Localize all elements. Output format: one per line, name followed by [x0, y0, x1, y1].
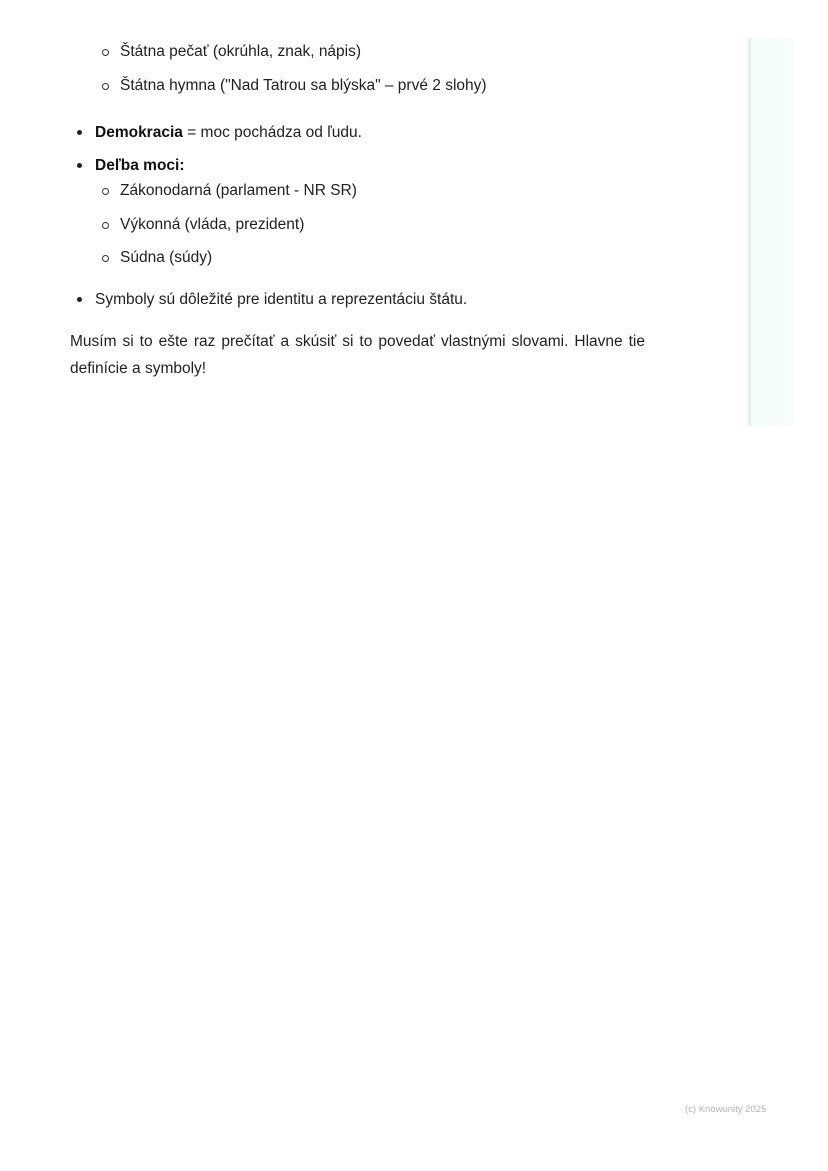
side-panel [748, 38, 793, 426]
term: Demokracia [95, 124, 183, 141]
list-item [70, 38, 645, 72]
term: Deľba moci: [95, 157, 185, 174]
list-item [70, 72, 645, 106]
main-bullet-list [70, 119, 645, 314]
list-item-text: Symboly sú dôležité pre identitu a reprezentáciu štátu. [95, 290, 468, 308]
list-item-text: Súdna (súdy) [120, 249, 213, 266]
list-item-delba-moci [70, 152, 645, 278]
list-item-text: Štátna pečať (okrúhla, znak, nápis) [120, 43, 362, 60]
closing-note: Musím si to ešte raz prečítať a skúsiť si to povedať vlastnými slovami. Hlavne tie definície a symboly! [70, 332, 645, 377]
list-item-text: Výkonná (vláda, prezident) [120, 215, 305, 233]
sublist [95, 177, 645, 278]
list-item [95, 211, 645, 245]
list-item [95, 244, 645, 278]
list-item-demokracia [70, 119, 645, 152]
list-item-symboly [70, 286, 645, 314]
list-item [95, 177, 645, 211]
document-content [70, 38, 645, 382]
definition: = moc pochádza od ľudu. [182, 124, 362, 141]
list-item-text: Štátna hymna ("Nad Tatrou sa blýska" – prvé 2 slohy) [120, 76, 487, 94]
list-item-text: Zákonodarná (parlament - NR SR) [120, 182, 357, 199]
copyright-footer: (c) Knowunity 2025 [685, 1104, 767, 1115]
continued-sublist [70, 38, 645, 105]
